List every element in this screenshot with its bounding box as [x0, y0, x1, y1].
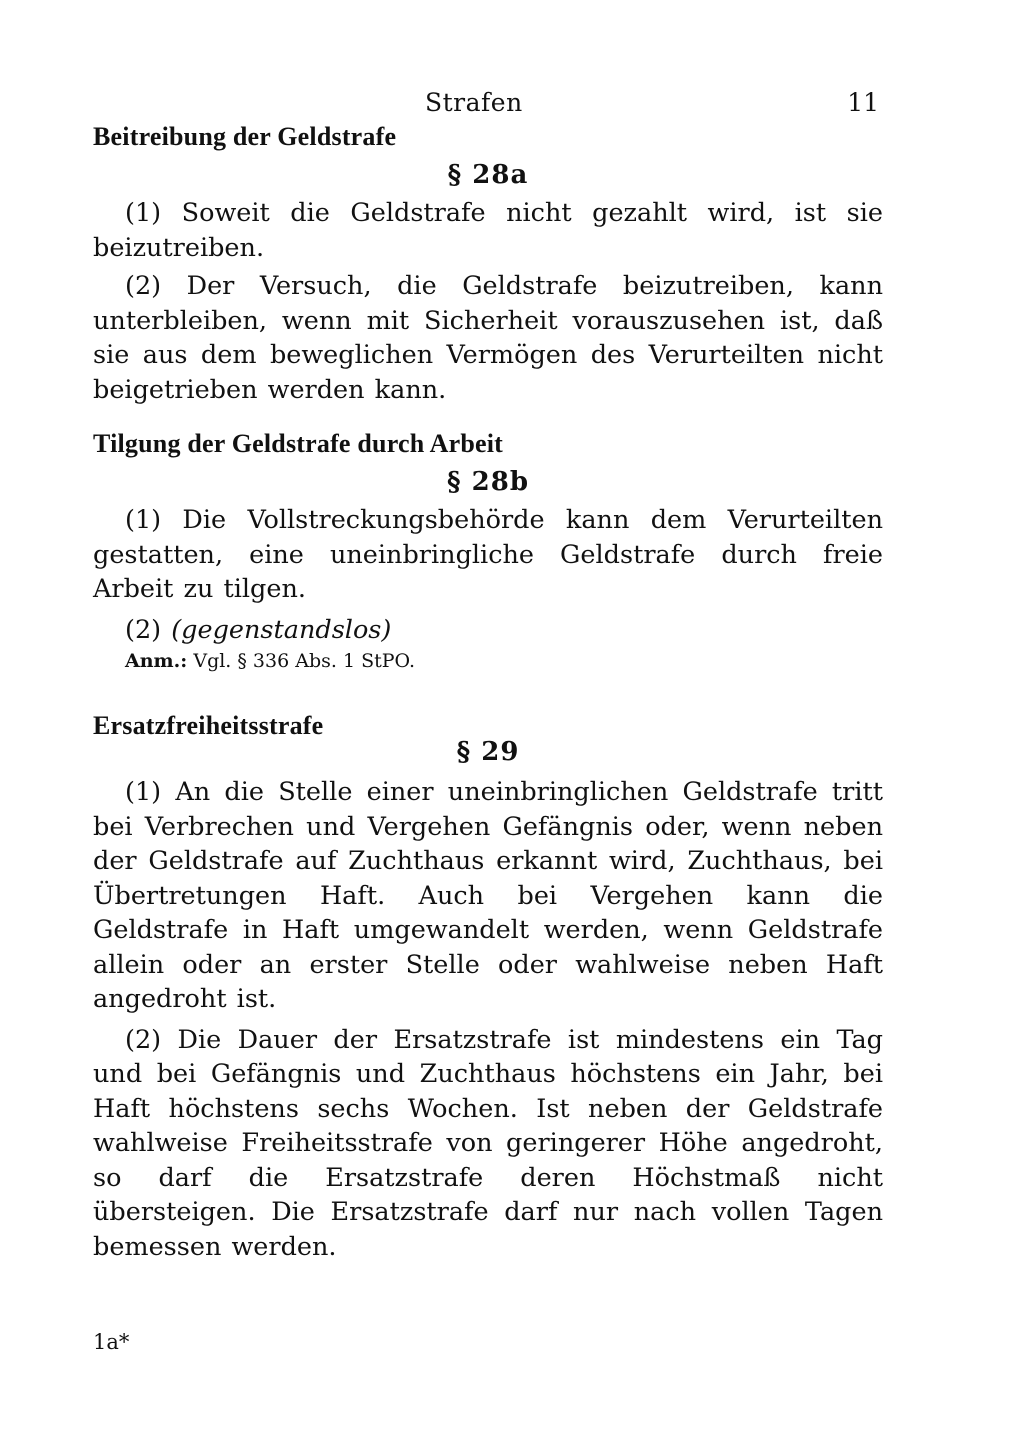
paragraph-repealed [93, 613, 883, 648]
document-page [93, 80, 883, 1264]
paragraph: (2) Der Versuch, die Geldstrafe beizutreiben, kann unterbleiben, wenn mit Sicherheit vorauszusehen ist, daß sie aus dem beweglichen Vermögen des Verurteilten nicht beigetrieben werden kann. [93, 271, 883, 405]
section-number: § 28a [447, 160, 529, 190]
section-number: § 29 [456, 737, 520, 767]
section-heading: Ersatzfreiheitsstrafe [93, 711, 324, 740]
paragraph: (1) An die Stelle einer uneinbringlichen Geldstrafe tritt bei Verbrechen und Vergehen Gefängnis oder, wenn neben der Geldstrafe auf Zuchthaus erkannt wird, Zuchthaus, bei Übertretungen Haft. Auch bei Vergehen kann die Geldstrafe in Haft umgewandelt werden, wenn Geldstrafe allein oder an erster Stelle oder wahlweise neben Haft angedroht ist. [93, 777, 883, 1014]
paragraph: (1) Die Vollstreckungsbehörde kann dem Verurteilten gestatten, eine uneinbringliche Geldstrafe durch freie Arbeit zu tilgen. [93, 505, 883, 604]
section-number: § 28b [446, 467, 529, 497]
running-head [93, 80, 883, 120]
annotation-label: Anm.: [125, 650, 188, 672]
section-28a [93, 120, 883, 407]
annotation [125, 647, 883, 675]
section-heading: Beitreibung der Geldstrafe [93, 122, 397, 151]
page-number: 11 [847, 88, 879, 117]
section-28b [93, 427, 883, 675]
section-29 [93, 709, 883, 1264]
running-title: Strafen [425, 88, 523, 117]
paragraph: (2) Die Dauer der Ersatzstrafe ist mindestens ein Tag und bei Gefängnis und Zuchthaus höchstens ein Jahr, bei Haft höchstens sechs Wochen. Ist neben der Geldstrafe wahlweise Freiheitsstrafe von geringerer Höhe angedroht, so darf die Ersatzstrafe deren Höchstmaß nicht übersteigen. Die Ersatzstrafe darf nur nach vollen Tagen bemessen werden. [93, 1024, 883, 1262]
signature-mark: 1a* [93, 1330, 130, 1354]
repealed-text: (gegenstandslos) [171, 614, 392, 645]
paragraph-label: (2) [125, 614, 162, 645]
section-heading: Tilgung der Geldstrafe durch Arbeit [93, 429, 504, 458]
paragraph: (1) Soweit die Geldstrafe nicht gezahlt wird, ist sie beizutreiben. [93, 198, 883, 263]
annotation-text: Vgl. § 336 Abs. 1 StPO. [193, 650, 416, 672]
